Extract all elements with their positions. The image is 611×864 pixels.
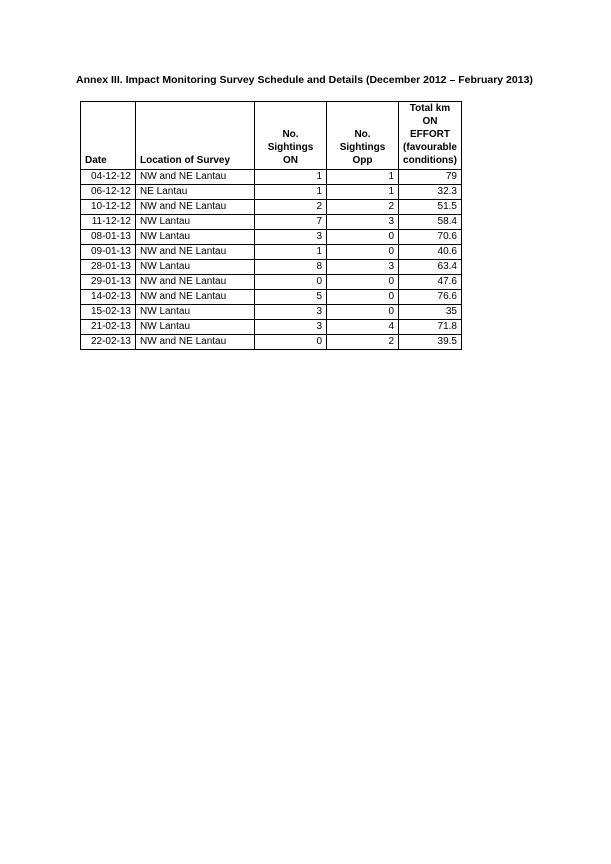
cell-total-km: 40.6 bbox=[399, 245, 462, 260]
cell-date: 06-12-12 bbox=[81, 185, 136, 200]
table-row bbox=[81, 245, 462, 260]
header-total-km-line: (favourable bbox=[403, 142, 457, 153]
cell-location: NW Lantau bbox=[136, 305, 255, 320]
cell-total-km: 32.3 bbox=[399, 185, 462, 200]
header-location: Location of Survey bbox=[136, 102, 255, 170]
cell-total-km: 39.5 bbox=[399, 335, 462, 350]
cell-date: 11-12-12 bbox=[81, 215, 136, 230]
cell-total-km: 63.4 bbox=[399, 260, 462, 275]
table-header-row bbox=[81, 102, 462, 170]
cell-sightings-on: 2 bbox=[255, 200, 327, 215]
cell-sightings-opp: 3 bbox=[327, 215, 399, 230]
cell-sightings-opp: 0 bbox=[327, 305, 399, 320]
cell-sightings-opp: 2 bbox=[327, 335, 399, 350]
table-row bbox=[81, 335, 462, 350]
cell-location: NW Lantau bbox=[136, 320, 255, 335]
cell-sightings-on: 1 bbox=[255, 170, 327, 185]
cell-date: 09-01-13 bbox=[81, 245, 136, 260]
table-row bbox=[81, 230, 462, 245]
cell-date: 08-01-13 bbox=[81, 230, 136, 245]
cell-sightings-on: 0 bbox=[255, 335, 327, 350]
cell-date: 10-12-12 bbox=[81, 200, 136, 215]
cell-sightings-on: 0 bbox=[255, 275, 327, 290]
cell-sightings-opp: 3 bbox=[327, 260, 399, 275]
cell-date: 28-01-13 bbox=[81, 260, 136, 275]
cell-location: NE Lantau bbox=[136, 185, 255, 200]
cell-total-km: 51.5 bbox=[399, 200, 462, 215]
cell-sightings-opp: 0 bbox=[327, 275, 399, 290]
cell-location: NW Lantau bbox=[136, 215, 255, 230]
header-date: Date bbox=[81, 102, 136, 170]
cell-date: 29-01-13 bbox=[81, 275, 136, 290]
cell-date: 14-02-13 bbox=[81, 290, 136, 305]
cell-location: NW and NE Lantau bbox=[136, 170, 255, 185]
header-sightings-on-line: ON bbox=[283, 155, 298, 166]
table-row bbox=[81, 290, 462, 305]
cell-sightings-opp: 0 bbox=[327, 245, 399, 260]
header-sightings-opp-line: Opp bbox=[352, 155, 373, 166]
table-row bbox=[81, 170, 462, 185]
header-sightings-on bbox=[255, 102, 327, 170]
table-row bbox=[81, 260, 462, 275]
table-row bbox=[81, 275, 462, 290]
cell-sightings-opp: 2 bbox=[327, 200, 399, 215]
cell-total-km: 35 bbox=[399, 305, 462, 320]
cell-date: 21-02-13 bbox=[81, 320, 136, 335]
cell-sightings-on: 1 bbox=[255, 245, 327, 260]
cell-sightings-opp: 1 bbox=[327, 185, 399, 200]
cell-sightings-on: 3 bbox=[255, 305, 327, 320]
cell-total-km: 79 bbox=[399, 170, 462, 185]
header-total-km-line: Total km bbox=[409, 103, 451, 114]
cell-sightings-opp: 1 bbox=[327, 170, 399, 185]
cell-location: NW Lantau bbox=[136, 230, 255, 245]
cell-sightings-opp: 0 bbox=[327, 290, 399, 305]
cell-total-km: 47.6 bbox=[399, 275, 462, 290]
cell-sightings-on: 7 bbox=[255, 215, 327, 230]
cell-location: NW and NE Lantau bbox=[136, 290, 255, 305]
header-total-km-line: conditions) bbox=[403, 155, 457, 166]
header-sightings-opp-line: No. Sightings bbox=[339, 129, 386, 153]
cell-date: 04-12-12 bbox=[81, 170, 136, 185]
cell-sightings-on: 5 bbox=[255, 290, 327, 305]
cell-location: NW Lantau bbox=[136, 260, 255, 275]
header-sightings-on-line: No. Sightings bbox=[267, 129, 314, 153]
cell-total-km: 71.8 bbox=[399, 320, 462, 335]
cell-total-km: 76.6 bbox=[399, 290, 462, 305]
table-row bbox=[81, 305, 462, 320]
cell-sightings-on: 3 bbox=[255, 320, 327, 335]
table-row bbox=[81, 320, 462, 335]
cell-date: 22-02-13 bbox=[81, 335, 136, 350]
cell-location: NW and NE Lantau bbox=[136, 275, 255, 290]
cell-total-km: 70.6 bbox=[399, 230, 462, 245]
cell-location: NW and NE Lantau bbox=[136, 335, 255, 350]
table-row bbox=[81, 200, 462, 215]
cell-location: NW and NE Lantau bbox=[136, 245, 255, 260]
cell-date: 15-02-13 bbox=[81, 305, 136, 320]
table-row bbox=[81, 185, 462, 200]
page-title: Annex III. Impact Monitoring Survey Schedule and Details (December 2012 – February 2013) bbox=[76, 74, 533, 86]
table-row bbox=[81, 215, 462, 230]
cell-sightings-opp: 4 bbox=[327, 320, 399, 335]
survey-table bbox=[80, 101, 462, 350]
cell-sightings-on: 3 bbox=[255, 230, 327, 245]
header-total-km-line: ON EFFORT bbox=[410, 116, 450, 140]
cell-sightings-on: 8 bbox=[255, 260, 327, 275]
header-sightings-opp bbox=[327, 102, 399, 170]
cell-location: NW and NE Lantau bbox=[136, 200, 255, 215]
cell-sightings-opp: 0 bbox=[327, 230, 399, 245]
header-total-km bbox=[399, 102, 462, 170]
cell-total-km: 58.4 bbox=[399, 215, 462, 230]
cell-sightings-on: 1 bbox=[255, 185, 327, 200]
